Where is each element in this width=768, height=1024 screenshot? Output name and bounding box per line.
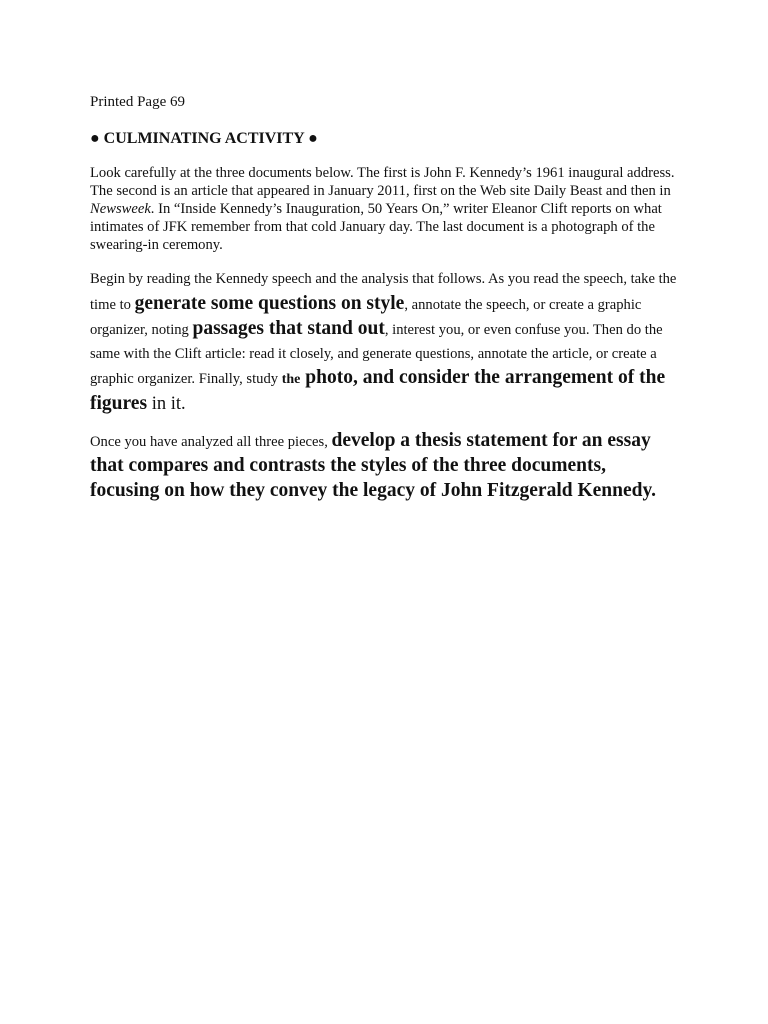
thesis-paragraph xyxy=(90,429,678,504)
newsweek-title: Newsweek xyxy=(90,201,151,217)
instructions-text-3: , interest you, or even confuse you. Then do the same with the Clift article: read it closely, and generate questions, annotate the article, or create a graphic organizer. Finally, study xyxy=(90,322,663,387)
emphasis-the: the xyxy=(281,372,301,387)
page-number: Printed Page 69 xyxy=(90,94,185,110)
document-page xyxy=(90,92,678,504)
intro-text-1: Look carefully at the three documents below. The first is John F. Kennedy’s 1961 inaugural address. The second is an article that appeared in January 2011, first on the Web site Daily Beast and then in xyxy=(90,165,675,199)
intro-text-2: . In “Inside Kennedy’s Inauguration, 50 Years On,” writer Eleanor Clift reports on what intimates of JFK remember from that cold January day. The last document is a photograph of the swearing-in ceremony. xyxy=(90,201,662,253)
emphasis-thesis: develop a thesis statement for an essay that compares and contrasts the styles of the three documents, focusing on how they convey the legacy of John Fitzgerald Kennedy. xyxy=(90,430,657,501)
intro-paragraph xyxy=(90,164,678,254)
section-heading: ● CULMINATING ACTIVITY ● xyxy=(90,130,318,147)
emphasis-photo: photo, and consider the arrangement of the figures xyxy=(90,367,666,414)
instructions-paragraph xyxy=(90,268,678,417)
emphasis-generate-questions: generate some questions on style xyxy=(134,292,405,314)
emphasis-passages: passages that stand out xyxy=(192,318,385,339)
instructions-text-4: in it. xyxy=(147,393,186,414)
instructions-text-2: , annotate the speech, or create a graphic organizer, noting xyxy=(90,296,642,338)
instructions-text-1: Begin by reading the Kennedy speech and the analysis that follows. As you read the speech, take the time to xyxy=(90,271,677,313)
thesis-text-1: Once you have analyzed all three pieces, xyxy=(90,434,332,450)
